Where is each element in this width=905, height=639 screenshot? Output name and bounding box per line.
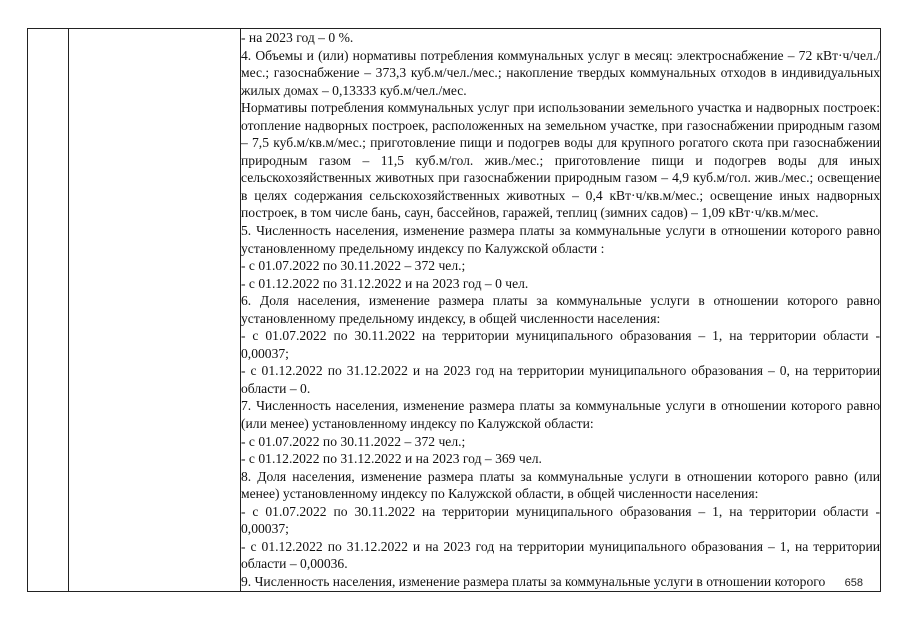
paragraph: - с 01.12.2022 по 31.12.2022 и на 2023 год на территории муниципального образования – 0, на территории области – 0.: [241, 363, 880, 396]
table-cell-content: [241, 29, 881, 592]
paragraph: - с 01.07.2022 по 30.11.2022 на территории муниципального образования – 1, на территории области - 0,00037;: [241, 503, 880, 537]
paragraph: - с 01.12.2022 по 31.12.2022 и на 2023 год – 369 чел.: [241, 451, 542, 467]
paragraph: - с 01.07.2022 по 30.11.2022 на территории муниципального образования – 1, на территории области - 0,00037;: [241, 328, 880, 361]
table-row: [28, 29, 881, 592]
table-cell-number: [28, 29, 69, 592]
page-number: 658: [844, 577, 863, 589]
paragraph: Нормативы потребления коммунальных услуг при использовании земельного участка и надворных построек: отопление надворных построек, расположенных на земельном участке, при газоснабжении природным газом – 7,5 куб.м/кв.м/мес.; приготовление пищи и подогрев воды для крупного рогатого скота при газоснабжении природным газом – 11,5 куб.м/гол. жив./мес.; приготовление пищи и подогрев воды для иных сельскохозяйственных животных при газоснабжении природным газом – 4,9 куб.м/гол. жив./мес.; освещение в целях содержания сельскохозяйственных животных – 0,4 кВт·ч/кв.м/мес.; освещение иных надворных построек, в том числе бань, саун, бассейнов, гаражей, теплиц (зимних садов) – 1,09 кВт·ч/кв.м/мес.: [241, 100, 880, 221]
paragraph: 5. Численность населения, изменение размера платы за коммунальные услуги в отношении которого равно установленному предельному индексу по Калужской области :: [241, 223, 880, 256]
paragraph: 4. Объемы и (или) нормативы потребления коммунальных услуг в месяц: электроснабжение – 72 кВт·ч/чел./мес.; газоснабжение – 373,3 куб.м/чел./мес.; накопление твердых коммунальных отходов в индивидуальных жилых домах – 0,13333 куб.м/чел./мес.: [241, 47, 880, 98]
content-table: [27, 28, 881, 592]
paragraph: 8. Доля населения, изменение размера платы за коммунальные услуги в отношении которого равно (или менее) установленному индексу по Калужской области, в общей численности населения:: [241, 468, 880, 502]
paragraph: - с 01.07.2022 по 30.11.2022 – 372 чел.;: [241, 433, 466, 449]
paragraph: - с 01.07.2022 по 30.11.2022 – 372 чел.;: [241, 258, 466, 274]
paragraph: - с 01.12.2022 по 31.12.2022 и на 2023 год на территории муниципального образования – 1, на территории области – 0,00036.: [241, 538, 880, 572]
content-text: [241, 29, 880, 591]
paragraph: 6. Доля населения, изменение размера платы за коммунальные услуги в отношении которого равно установленному предельному индексу, в общей численности населения:: [241, 293, 880, 326]
table-cell-name: [69, 29, 241, 592]
paragraph: - на 2023 год – 0 %.: [241, 30, 354, 45]
paragraph: - с 01.12.2022 по 31.12.2022 и на 2023 год – 0 чел.: [241, 275, 529, 291]
paragraph: 9. Численность населения, изменение размера платы за коммунальные услуги в отношении которого: [241, 573, 826, 589]
paragraph: 7. Численность населения, изменение размера платы за коммунальные услуги в отношении которого равно (или менее) установленному индексу по Калужской области:: [241, 398, 880, 432]
